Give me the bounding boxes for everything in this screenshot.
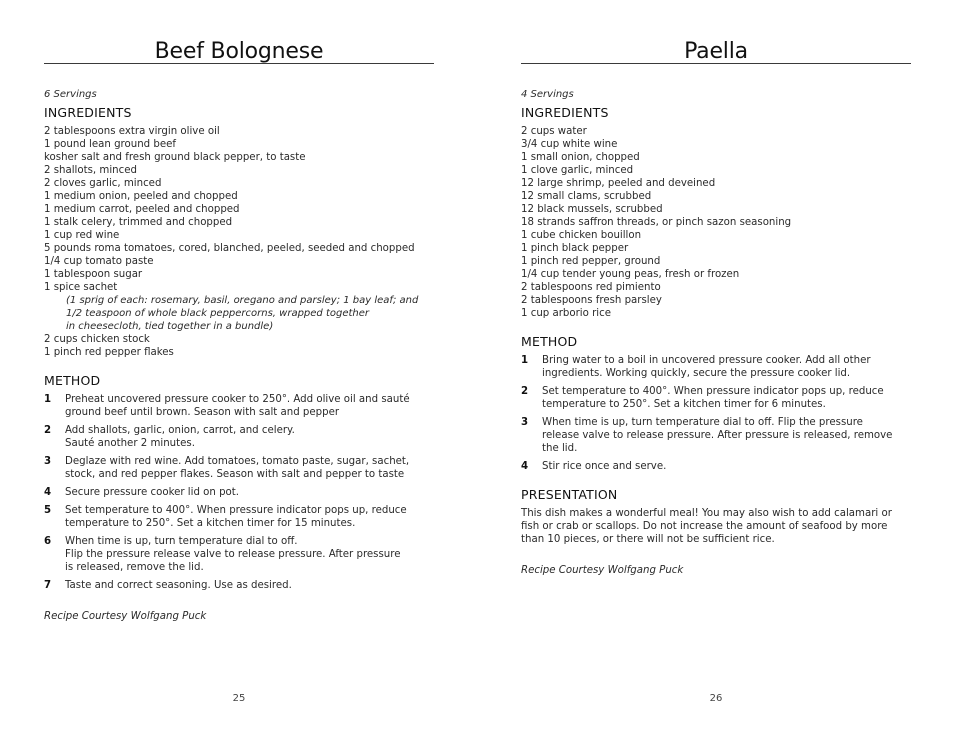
step-number: 3 (44, 456, 52, 467)
step-line: Bring water to a boil in uncovered pressure cooker. Add all other (542, 355, 871, 366)
left-page (44, 0, 434, 738)
method-step (44, 486, 434, 499)
step-line: Secure pressure cooker lid on pot. (65, 487, 240, 498)
ingredient-item: 1 cup red wine (44, 230, 120, 241)
method-step (44, 424, 434, 450)
step-line: Preheat uncovered pressure cooker to 250°. Add olive oil and sauté (65, 394, 410, 405)
ingredient-item: 2 cups chicken stock (44, 334, 150, 345)
ingredient-item: 1 pinch red pepper flakes (44, 347, 174, 358)
step-number: 5 (44, 505, 52, 516)
ingredient-item: 1 tablespoon sugar (44, 269, 143, 280)
ingredient-item: 2 tablespoons extra virgin olive oil (44, 126, 220, 137)
step-number: 2 (44, 425, 52, 436)
step-line: ingredients. Working quickly, secure the pressure cooker lid. (542, 368, 851, 379)
ingredient-item: 2 cloves garlic, minced (44, 178, 162, 189)
ingredient-item: 2 tablespoons fresh parsley (521, 295, 662, 306)
ingredient-item: 1 clove garlic, minced (521, 165, 634, 176)
left-ingredients-list (44, 125, 434, 294)
presentation-text (521, 507, 911, 546)
step-text (65, 504, 407, 530)
right-title-rule (521, 38, 911, 64)
left-page-number: 25 (232, 693, 246, 704)
step-line: Taste and correct seasoning. Use as desired. (65, 580, 292, 591)
ingredient-item: 18 strands saffron threads, or pinch sazon seasoning (521, 217, 792, 228)
step-number: 4 (44, 487, 52, 498)
ingredient-item: 1 cube chicken bouillon (521, 230, 642, 241)
ingredient-item: 1 small onion, chopped (521, 152, 640, 163)
ingredient-item: 2 tablespoons red pimiento (521, 282, 661, 293)
right-servings: 4 Servings (521, 89, 574, 100)
presentation-line: fish or crab or scallops. Do not increase the amount of seafood by more (521, 521, 888, 532)
step-text (65, 424, 295, 450)
step-line: release valve to release pressure. After pressure is released, remove (542, 430, 893, 441)
left-page-body (44, 88, 434, 623)
method-step (44, 504, 434, 530)
step-line: Set temperature to 400°. When pressure indicator pops up, reduce (65, 505, 407, 516)
step-number: 1 (44, 394, 52, 405)
step-line: Stir rice once and serve. (542, 461, 667, 472)
method-step (44, 579, 434, 592)
left-ingredients-list-cont (44, 333, 434, 359)
ingredient-item: 1 stalk celery, trimmed and chopped (44, 217, 233, 228)
left-method-heading: METHOD (44, 373, 101, 388)
right-ingredients-list (521, 125, 911, 320)
sachet-note-line: in cheesecloth, tied together in a bundle) (66, 321, 274, 332)
right-page-title: Paella (684, 39, 748, 64)
step-line: Deglaze with red wine. Add tomatoes, tomato paste, sugar, sachet, (65, 456, 410, 467)
step-text (65, 393, 410, 419)
step-line: When time is up, turn temperature dial to off. (65, 536, 298, 547)
step-text (542, 460, 666, 473)
sachet-note-line: (1 sprig of each: rosemary, basil, oregano and parsley; 1 bay leaf; and (66, 295, 419, 306)
step-text (65, 455, 409, 481)
step-number: 2 (521, 386, 529, 397)
ingredient-item: 1 cup arborio rice (521, 308, 611, 319)
method-step (44, 455, 434, 481)
step-line: Flip the pressure release valve to release pressure. After pressure (65, 549, 401, 560)
method-step (44, 535, 434, 574)
ingredient-item: kosher salt and fresh ground black pepper, to taste (44, 152, 306, 163)
step-number: 3 (521, 417, 529, 428)
step-text (65, 579, 292, 592)
step-number: 4 (521, 461, 529, 472)
step-line: temperature to 250°. Set a kitchen timer for 6 minutes. (542, 399, 826, 410)
step-number: 7 (44, 580, 52, 591)
ingredient-item: 1 medium carrot, peeled and chopped (44, 204, 240, 215)
step-line: temperature to 250°. Set a kitchen timer for 15 minutes. (65, 518, 356, 529)
presentation-line: than 10 pieces, or there will not be sufficient rice. (521, 534, 775, 545)
right-page (521, 0, 911, 738)
right-recipe-credit: Recipe Courtesy Wolfgang Puck (521, 565, 684, 576)
left-ingredients-heading: INGREDIENTS (44, 105, 132, 120)
left-page-title: Beef Bolognese (154, 39, 324, 64)
step-line: Sauté another 2 minutes. (65, 438, 195, 449)
ingredient-item: 12 black mussels, scrubbed (521, 204, 663, 215)
step-text (542, 354, 871, 380)
right-method-steps (521, 354, 911, 473)
step-text (542, 416, 892, 455)
step-line: Add shallots, garlic, onion, carrot, and celery. (65, 425, 295, 436)
ingredient-item: 1 pound lean ground beef (44, 139, 176, 150)
method-step (521, 460, 911, 473)
ingredient-item: 2 cups water (521, 126, 587, 137)
method-step (521, 354, 911, 380)
step-line: the lid. (542, 443, 578, 454)
right-ingredients-heading: INGREDIENTS (521, 105, 609, 120)
presentation-heading: PRESENTATION (521, 487, 618, 502)
method-step (521, 416, 911, 455)
left-sachet-note (44, 294, 434, 333)
presentation-line: This dish makes a wonderful meal! You may also wish to add calamari or (521, 508, 892, 519)
ingredient-item: 2 shallots, minced (44, 165, 137, 176)
ingredient-item: 12 small clams, scrubbed (521, 191, 652, 202)
left-recipe-credit: Recipe Courtesy Wolfgang Puck (44, 611, 207, 622)
method-step (521, 385, 911, 411)
ingredient-item: 1/4 cup tomato paste (44, 256, 154, 267)
ingredient-item: 1 medium onion, peeled and chopped (44, 191, 238, 202)
ingredient-item: 5 pounds roma tomatoes, cored, blanched, peeled, seeded and chopped (44, 243, 415, 254)
left-servings: 6 Servings (44, 89, 97, 100)
right-page-number: 26 (709, 693, 723, 704)
right-page-body (521, 88, 911, 577)
method-step (44, 393, 434, 419)
ingredient-item: 1/4 cup tender young peas, fresh or frozen (521, 269, 740, 280)
step-text (65, 535, 400, 574)
step-line: ground beef until brown. Season with salt and pepper (65, 407, 340, 418)
step-number: 6 (44, 536, 52, 547)
ingredient-item: 1 pinch red pepper, ground (521, 256, 661, 267)
step-line: When time is up, turn temperature dial to off. Flip the pressure (542, 417, 863, 428)
step-number: 1 (521, 355, 529, 366)
ingredient-item: 1 pinch black pepper (521, 243, 629, 254)
step-text (65, 486, 239, 499)
left-title-rule (44, 38, 434, 64)
left-method-steps (44, 393, 434, 592)
step-text (542, 385, 884, 411)
step-line: stock, and red pepper flakes. Season with salt and pepper to taste (65, 469, 405, 480)
ingredient-item: 3/4 cup white wine (521, 139, 618, 150)
ingredient-item: 12 large shrimp, peeled and deveined (521, 178, 716, 189)
step-line: Set temperature to 400°. When pressure indicator pops up, reduce (542, 386, 884, 397)
step-line: is released, remove the lid. (65, 562, 204, 573)
ingredient-item: 1 spice sachet (44, 282, 118, 293)
sachet-note-line: 1/2 teaspoon of whole black peppercorns, wrapped together (66, 308, 370, 319)
right-method-heading: METHOD (521, 334, 578, 349)
